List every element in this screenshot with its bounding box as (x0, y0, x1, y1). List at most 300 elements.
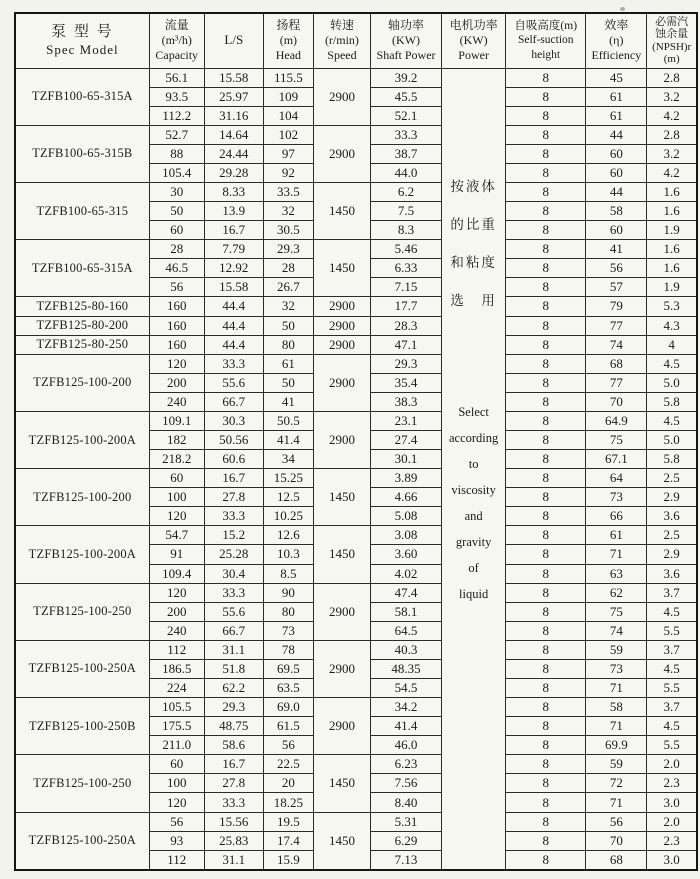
cell-npsh: 3.7 (647, 583, 697, 602)
cell-speed: 1450 (313, 526, 370, 583)
cell-capacity: 182 (149, 430, 204, 449)
cell-npsh: 2.3 (647, 831, 697, 850)
cell-npsh: 3.6 (647, 507, 697, 526)
cell-shaft-power: 33.3 (370, 125, 441, 144)
cell-efficiency: 64 (586, 469, 647, 488)
cell-head: 50 (263, 373, 313, 392)
cell-npsh: 3.2 (647, 87, 697, 106)
header-line: L/S (224, 32, 244, 48)
cell-efficiency: 44 (586, 182, 647, 201)
header-line: (m) (279, 33, 298, 48)
cell-npsh: 4.5 (647, 659, 697, 678)
cell-model: TZFB100-65-315 (15, 182, 149, 239)
cell-shaft-power: 3.60 (370, 545, 441, 564)
cell-suction-height: 8 (506, 602, 586, 621)
cell-shaft-power: 40.3 (370, 640, 441, 659)
cell-efficiency: 77 (586, 316, 647, 335)
cell-shaft-power: 7.15 (370, 278, 441, 297)
header-line: (m³/h) (161, 33, 192, 48)
cell-head: 12.6 (263, 526, 313, 545)
column-header-head (263, 13, 313, 68)
cell-shaft-power: 39.2 (370, 68, 441, 87)
cell-model: TZFB125-100-250 (15, 583, 149, 640)
power-note-line: 和粘度 (450, 254, 497, 270)
cell-npsh: 3.7 (647, 698, 697, 717)
cell-efficiency: 44 (586, 125, 647, 144)
cell-ls: 31.1 (204, 850, 263, 870)
cell-head: 80 (263, 335, 313, 354)
cell-npsh: 2.9 (647, 488, 697, 507)
cell-head: 115.5 (263, 68, 313, 87)
cell-efficiency: 74 (586, 335, 647, 354)
cell-suction-height: 8 (506, 259, 586, 278)
cell-efficiency: 71 (586, 717, 647, 736)
cell-ls: 15.56 (204, 812, 263, 831)
cell-capacity: 224 (149, 679, 204, 698)
cell-efficiency: 68 (586, 850, 647, 870)
cell-head: 80 (263, 602, 313, 621)
cell-head: 29.3 (263, 240, 313, 259)
cell-capacity: 46.5 (149, 259, 204, 278)
table-wrapper (14, 12, 698, 871)
cell-head: 12.5 (263, 488, 313, 507)
cell-capacity: 56.1 (149, 68, 204, 87)
cell-npsh: 3.6 (647, 564, 697, 583)
cell-capacity: 56 (149, 278, 204, 297)
table-row (15, 182, 697, 201)
cell-head: 61 (263, 354, 313, 373)
cell-efficiency: 70 (586, 392, 647, 411)
cell-head: 34 (263, 450, 313, 469)
cell-suction-height: 8 (506, 793, 586, 812)
cell-ls: 33.3 (204, 354, 263, 373)
cell-speed: 2900 (313, 354, 370, 411)
cell-model: TZFB100-65-315A (15, 68, 149, 125)
cell-efficiency: 74 (586, 621, 647, 640)
cell-suction-height: 8 (506, 640, 586, 659)
cell-suction-height: 8 (506, 659, 586, 678)
cell-npsh: 5.0 (647, 373, 697, 392)
cell-efficiency: 66 (586, 507, 647, 526)
cell-npsh: 2.9 (647, 545, 697, 564)
cell-npsh: 2.5 (647, 526, 697, 545)
cell-efficiency: 58 (586, 202, 647, 221)
cell-head: 33.5 (263, 182, 313, 201)
table-row (15, 68, 697, 87)
cell-npsh: 4.3 (647, 316, 697, 335)
cell-ls: 30.4 (204, 564, 263, 583)
cell-npsh: 4.5 (647, 411, 697, 430)
cell-efficiency: 56 (586, 812, 647, 831)
cell-speed: 1450 (313, 182, 370, 239)
cell-suction-height: 8 (506, 278, 586, 297)
cell-capacity: 175.5 (149, 717, 204, 736)
cell-capacity: 186.5 (149, 659, 204, 678)
cell-capacity: 60 (149, 755, 204, 774)
cell-suction-height: 8 (506, 507, 586, 526)
cell-head: 78 (263, 640, 313, 659)
cell-efficiency: 69.9 (586, 736, 647, 755)
cell-npsh: 1.9 (647, 221, 697, 240)
cell-npsh: 5.0 (647, 430, 697, 449)
cell-efficiency: 60 (586, 144, 647, 163)
cell-shaft-power: 5.08 (370, 507, 441, 526)
cell-ls: 60.6 (204, 450, 263, 469)
table-row (15, 411, 697, 430)
table-row (15, 125, 697, 144)
cell-npsh: 4.2 (647, 163, 697, 182)
cell-suction-height: 8 (506, 545, 586, 564)
cell-model: TZFB125-80-200 (15, 316, 149, 335)
cell-efficiency: 63 (586, 564, 647, 583)
cell-shaft-power: 54.5 (370, 679, 441, 698)
cell-ls: 27.8 (204, 774, 263, 793)
cell-speed: 2900 (313, 640, 370, 697)
cell-shaft-power: 7.5 (370, 202, 441, 221)
cell-efficiency: 61 (586, 87, 647, 106)
cell-head: 69.5 (263, 659, 313, 678)
cell-npsh: 2.8 (647, 68, 697, 87)
cell-capacity: 93 (149, 831, 204, 850)
cell-model: TZFB125-80-250 (15, 335, 149, 354)
cell-efficiency: 67.1 (586, 450, 647, 469)
cell-shaft-power: 4.02 (370, 564, 441, 583)
header-line: (KW) (459, 33, 488, 48)
cell-capacity: 52.7 (149, 125, 204, 144)
header-line: 自吸高度(m) (514, 19, 578, 32)
cell-head: 20 (263, 774, 313, 793)
cell-shaft-power: 7.13 (370, 850, 441, 870)
header-line: 必需汽 (655, 15, 689, 28)
table-header (15, 13, 697, 68)
cell-npsh: 1.6 (647, 182, 697, 201)
cell-shaft-power: 64.5 (370, 621, 441, 640)
table-row (15, 469, 697, 488)
cell-capacity: 160 (149, 335, 204, 354)
cell-ls: 14.64 (204, 125, 263, 144)
cell-ls: 13.9 (204, 202, 263, 221)
cell-head: 63.5 (263, 679, 313, 698)
cell-ls: 15.58 (204, 68, 263, 87)
cell-suction-height: 8 (506, 755, 586, 774)
cell-efficiency: 62 (586, 583, 647, 602)
cell-ls: 7.79 (204, 240, 263, 259)
cell-shaft-power: 58.1 (370, 602, 441, 621)
cell-suction-height: 8 (506, 717, 586, 736)
cell-shaft-power: 5.31 (370, 812, 441, 831)
cell-head: 30.5 (263, 221, 313, 240)
cell-shaft-power: 28.3 (370, 316, 441, 335)
header-line: 泵 型 号 (51, 23, 114, 40)
cell-model: TZFB125-100-250A (15, 812, 149, 870)
cell-suction-height: 8 (506, 850, 586, 870)
cell-shaft-power: 30.1 (370, 450, 441, 469)
cell-suction-height: 8 (506, 68, 586, 87)
cell-shaft-power: 38.7 (370, 144, 441, 163)
cell-npsh: 4.5 (647, 354, 697, 373)
cell-model: TZFB125-100-250A (15, 640, 149, 697)
cell-shaft-power: 48.35 (370, 659, 441, 678)
cell-ls: 50.56 (204, 430, 263, 449)
cell-suction-height: 8 (506, 240, 586, 259)
cell-speed: 2900 (313, 583, 370, 640)
cell-npsh: 5.8 (647, 450, 697, 469)
cell-ls: 33.3 (204, 793, 263, 812)
cell-model: TZFB125-100-250 (15, 755, 149, 812)
cell-ls: 29.3 (204, 698, 263, 717)
power-note-line: viscosity (451, 482, 496, 497)
cell-shaft-power: 3.08 (370, 526, 441, 545)
cell-ls: 15.2 (204, 526, 263, 545)
cell-speed: 2900 (313, 335, 370, 354)
cell-suction-height: 8 (506, 106, 586, 125)
cell-ls: 58.6 (204, 736, 263, 755)
cell-npsh: 3.0 (647, 793, 697, 812)
cell-head: 41 (263, 392, 313, 411)
cell-efficiency: 75 (586, 430, 647, 449)
cell-capacity: 109.4 (149, 564, 204, 583)
power-note-line: Select (458, 404, 489, 419)
cell-npsh: 2.5 (647, 469, 697, 488)
cell-head: 50.5 (263, 411, 313, 430)
cell-capacity: 240 (149, 392, 204, 411)
cell-speed: 1450 (313, 469, 370, 526)
header-line: Shaft Power (376, 48, 436, 63)
table-row (15, 297, 697, 316)
cell-suction-height: 8 (506, 831, 586, 850)
cell-motor-power-note (442, 68, 506, 870)
cell-suction-height: 8 (506, 354, 586, 373)
header-line: 转速 (329, 17, 354, 32)
power-note-line: 选 用 (450, 292, 497, 308)
cell-npsh: 5.5 (647, 679, 697, 698)
cell-capacity: 88 (149, 144, 204, 163)
cell-suction-height: 8 (506, 182, 586, 201)
cell-suction-height: 8 (506, 679, 586, 698)
cell-speed: 2900 (313, 297, 370, 316)
cell-capacity: 50 (149, 202, 204, 221)
cell-ls: 33.3 (204, 507, 263, 526)
cell-npsh: 5.5 (647, 736, 697, 755)
cell-efficiency: 70 (586, 831, 647, 850)
power-note-line: according (448, 430, 499, 445)
cell-efficiency: 72 (586, 774, 647, 793)
cell-head: 28 (263, 259, 313, 278)
cell-npsh: 2.0 (647, 755, 697, 774)
cell-npsh: 5.5 (647, 621, 697, 640)
cell-head: 97 (263, 144, 313, 163)
cell-suction-height: 8 (506, 812, 586, 831)
cell-ls: 16.7 (204, 755, 263, 774)
power-note-line: 按液体 (450, 178, 497, 194)
cell-shaft-power: 34.2 (370, 698, 441, 717)
scan-artifact-dot (620, 7, 625, 11)
table-body (15, 68, 697, 870)
cell-shaft-power: 45.5 (370, 87, 441, 106)
cell-efficiency: 71 (586, 545, 647, 564)
cell-ls: 25.28 (204, 545, 263, 564)
cell-efficiency: 60 (586, 221, 647, 240)
cell-head: 8.5 (263, 564, 313, 583)
header-line: 电机功率 (449, 17, 498, 32)
cell-suction-height: 8 (506, 488, 586, 507)
cell-capacity: 160 (149, 297, 204, 316)
cell-efficiency: 77 (586, 373, 647, 392)
cell-capacity: 240 (149, 621, 204, 640)
cell-capacity: 60 (149, 221, 204, 240)
cell-capacity: 218.2 (149, 450, 204, 469)
cell-capacity: 120 (149, 583, 204, 602)
cell-ls: 44.4 (204, 316, 263, 335)
power-note-line: to (468, 456, 479, 471)
cell-ls: 15.58 (204, 278, 263, 297)
column-header-ls (204, 13, 263, 68)
cell-ls: 12.92 (204, 259, 263, 278)
cell-suction-height: 8 (506, 583, 586, 602)
cell-ls: 29.28 (204, 163, 263, 182)
cell-capacity: 200 (149, 602, 204, 621)
cell-capacity: 160 (149, 316, 204, 335)
cell-efficiency: 59 (586, 640, 647, 659)
cell-head: 109 (263, 87, 313, 106)
cell-speed: 2900 (313, 411, 370, 468)
cell-head: 18.25 (263, 793, 313, 812)
cell-head: 102 (263, 125, 313, 144)
cell-ls: 62.2 (204, 679, 263, 698)
cell-head: 41.4 (263, 430, 313, 449)
cell-capacity: 60 (149, 469, 204, 488)
cell-suction-height: 8 (506, 469, 586, 488)
cell-head: 10.25 (263, 507, 313, 526)
cell-shaft-power: 3.89 (370, 469, 441, 488)
cell-suction-height: 8 (506, 526, 586, 545)
cell-head: 56 (263, 736, 313, 755)
cell-model: TZFB100-65-315A (15, 240, 149, 297)
cell-speed: 2900 (313, 68, 370, 125)
cell-ls: 55.6 (204, 602, 263, 621)
cell-npsh: 4 (647, 335, 697, 354)
cell-capacity: 112 (149, 850, 204, 870)
cell-ls: 25.83 (204, 831, 263, 850)
cell-suction-height: 8 (506, 564, 586, 583)
cell-model: TZFB125-100-200A (15, 526, 149, 583)
cell-npsh: 4.5 (647, 602, 697, 621)
cell-capacity: 120 (149, 354, 204, 373)
cell-ls: 33.3 (204, 583, 263, 602)
cell-head: 17.4 (263, 831, 313, 850)
cell-suction-height: 8 (506, 125, 586, 144)
header-line: Capacity (155, 48, 199, 63)
column-header-power (442, 13, 506, 68)
header-line: height (531, 49, 561, 62)
cell-ls: 51.8 (204, 659, 263, 678)
cell-head: 69.0 (263, 698, 313, 717)
cell-npsh: 1.6 (647, 202, 697, 221)
cell-model: TZFB100-65-315B (15, 125, 149, 182)
column-header-capacity (149, 13, 204, 68)
header-line: (KW) (392, 33, 421, 48)
cell-head: 32 (263, 297, 313, 316)
table-row (15, 812, 697, 831)
cell-head: 22.5 (263, 755, 313, 774)
cell-speed: 1450 (313, 755, 370, 812)
header-line: Head (275, 48, 302, 63)
header-line: 蚀余量 (655, 28, 689, 41)
cell-efficiency: 41 (586, 240, 647, 259)
cell-capacity: 105.4 (149, 163, 204, 182)
cell-efficiency: 58 (586, 698, 647, 717)
cell-capacity: 30 (149, 182, 204, 201)
cell-npsh: 1.6 (647, 240, 697, 259)
cell-npsh: 2.0 (647, 812, 697, 831)
cell-shaft-power: 41.4 (370, 717, 441, 736)
cell-capacity: 112.2 (149, 106, 204, 125)
cell-npsh: 2.3 (647, 774, 697, 793)
cell-capacity: 112 (149, 640, 204, 659)
cell-head: 10.3 (263, 545, 313, 564)
cell-suction-height: 8 (506, 774, 586, 793)
cell-npsh: 4.2 (647, 106, 697, 125)
cell-capacity: 100 (149, 488, 204, 507)
cell-npsh: 5.3 (647, 297, 697, 316)
cell-efficiency: 68 (586, 354, 647, 373)
cell-shaft-power: 47.1 (370, 335, 441, 354)
cell-capacity: 105.5 (149, 698, 204, 717)
cell-suction-height: 8 (506, 335, 586, 354)
cell-shaft-power: 4.66 (370, 488, 441, 507)
cell-efficiency: 73 (586, 659, 647, 678)
cell-capacity: 120 (149, 507, 204, 526)
table-row (15, 583, 697, 602)
cell-npsh: 4.5 (647, 717, 697, 736)
cell-suction-height: 8 (506, 736, 586, 755)
cell-npsh: 5.8 (647, 392, 697, 411)
cell-ls: 55.6 (204, 373, 263, 392)
cell-head: 15.9 (263, 850, 313, 870)
cell-speed: 1450 (313, 812, 370, 870)
cell-head: 26.7 (263, 278, 313, 297)
cell-suction-height: 8 (506, 392, 586, 411)
cell-suction-height: 8 (506, 297, 586, 316)
cell-head: 61.5 (263, 717, 313, 736)
cell-npsh: 3.7 (647, 640, 697, 659)
cell-speed: 2900 (313, 698, 370, 755)
cell-capacity: 109.1 (149, 411, 204, 430)
cell-capacity: 56 (149, 812, 204, 831)
header-line: Efficiency (591, 48, 642, 63)
cell-ls: 24.44 (204, 144, 263, 163)
header-line: (m) (663, 53, 680, 66)
cell-shaft-power: 5.46 (370, 240, 441, 259)
cell-suction-height: 8 (506, 430, 586, 449)
cell-capacity: 200 (149, 373, 204, 392)
header-line: Power (458, 48, 489, 63)
cell-capacity: 91 (149, 545, 204, 564)
cell-ls: 66.7 (204, 621, 263, 640)
cell-efficiency: 73 (586, 488, 647, 507)
cell-model: TZFB125-100-200 (15, 469, 149, 526)
table-row (15, 526, 697, 545)
cell-suction-height: 8 (506, 87, 586, 106)
cell-head: 104 (263, 106, 313, 125)
cell-efficiency: 45 (586, 68, 647, 87)
cell-shaft-power: 8.40 (370, 793, 441, 812)
header-line: Self-suction (517, 34, 574, 47)
table-row (15, 335, 697, 354)
power-note-line: 的比重 (450, 216, 497, 232)
cell-head: 92 (263, 163, 313, 182)
table-row (15, 316, 697, 335)
